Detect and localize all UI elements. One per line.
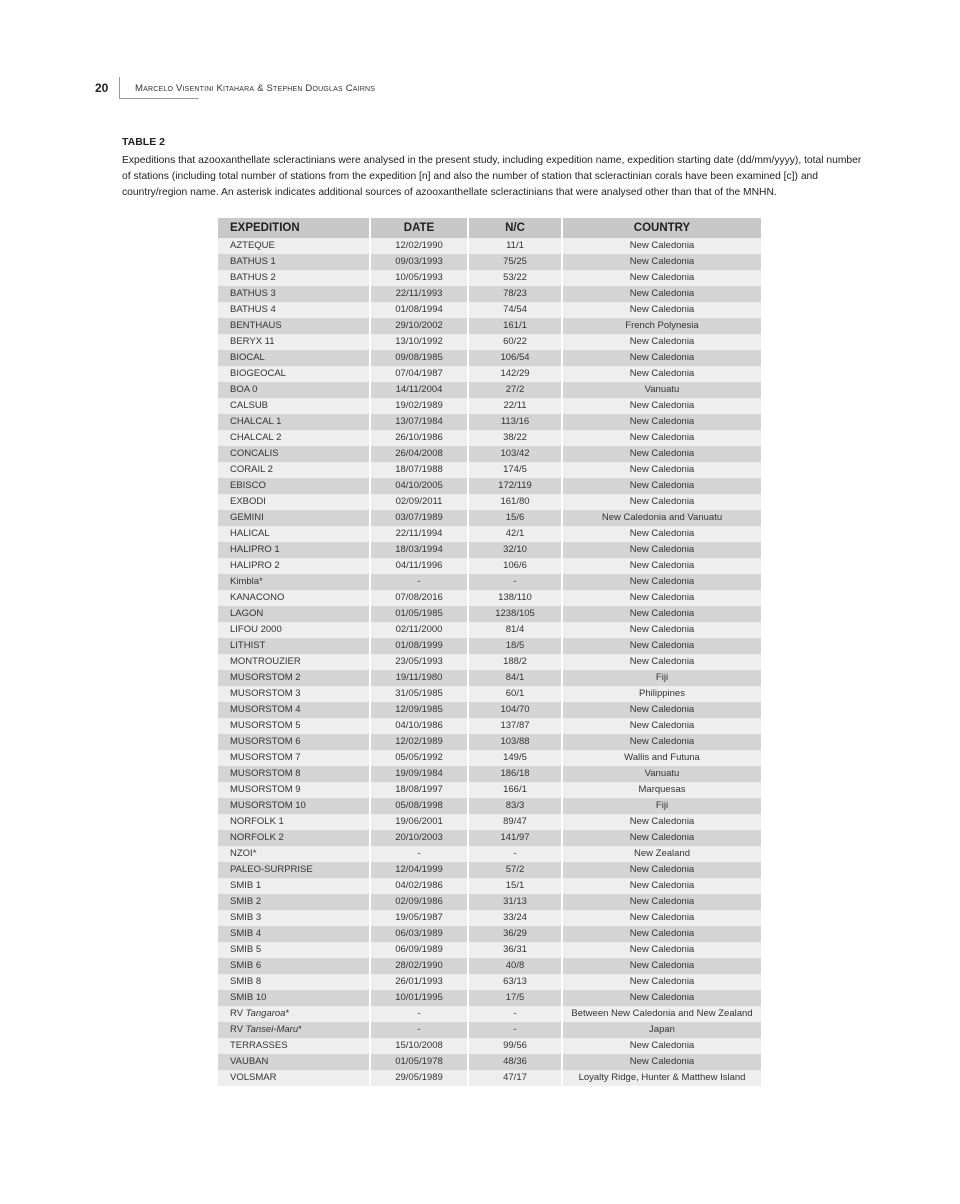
cell-nc: -	[468, 574, 562, 590]
cell-nc: 15/6	[468, 510, 562, 526]
cell-expedition: CHALCAL 1	[218, 414, 370, 430]
expedition-vessel-name: Tansei-Maru	[245, 1024, 299, 1035]
column-header-date: DATE	[370, 218, 468, 238]
cell-nc: 27/2	[468, 382, 562, 398]
cell-date: 02/09/1986	[370, 894, 468, 910]
cell-expedition: BATHUS 1	[218, 254, 370, 270]
expedition-prefix: RV	[230, 1008, 246, 1019]
cell-country: New Zealand	[562, 846, 761, 862]
table-row	[218, 462, 761, 478]
cell-country: New Caledonia	[562, 238, 761, 254]
cell-expedition: LAGON	[218, 606, 370, 622]
table-label: TABLE 2	[122, 136, 165, 148]
cell-expedition: MUSORSTOM 10	[218, 798, 370, 814]
cell-country: Fiji	[562, 798, 761, 814]
running-header	[95, 79, 375, 97]
table-row	[218, 318, 761, 334]
cell-date: 19/02/1989	[370, 398, 468, 414]
cell-country: Between New Caledonia and New Zealand	[562, 1006, 761, 1022]
cell-country: New Caledonia	[562, 558, 761, 574]
cell-date: 22/11/1993	[370, 286, 468, 302]
cell-nc: 32/10	[468, 542, 562, 558]
column-header-expedition: EXPEDITION	[218, 218, 370, 238]
cell-nc: 60/1	[468, 686, 562, 702]
cell-nc: 17/5	[468, 990, 562, 1006]
cell-nc: 83/3	[468, 798, 562, 814]
cell-date: 18/07/1988	[370, 462, 468, 478]
cell-date: 12/02/1989	[370, 734, 468, 750]
cell-nc: 22/11	[468, 398, 562, 414]
cell-date: 01/08/1999	[370, 638, 468, 654]
cell-expedition: SMIB 8	[218, 974, 370, 990]
cell-expedition: CHALCAL 2	[218, 430, 370, 446]
cell-country: New Caledonia	[562, 622, 761, 638]
table-row	[218, 606, 761, 622]
cell-expedition: HALICAL	[218, 526, 370, 542]
cell-country: New Caledonia	[562, 606, 761, 622]
cell-expedition: KANACONO	[218, 590, 370, 606]
table-row	[218, 862, 761, 878]
table-row	[218, 798, 761, 814]
cell-date: 04/02/1986	[370, 878, 468, 894]
table-row	[218, 718, 761, 734]
cell-date: 07/04/1987	[370, 366, 468, 382]
table-row	[218, 334, 761, 350]
cell-country: New Caledonia	[562, 894, 761, 910]
expedition-asterisk: *	[285, 1008, 290, 1019]
table-row	[218, 414, 761, 430]
table-row	[218, 734, 761, 750]
cell-country: New Caledonia	[562, 878, 761, 894]
cell-date: 18/08/1997	[370, 782, 468, 798]
cell-expedition: EXBODI	[218, 494, 370, 510]
cell-expedition: BATHUS 4	[218, 302, 370, 318]
cell-nc: -	[468, 846, 562, 862]
cell-expedition: Kimbla*	[218, 574, 370, 590]
cell-nc: 11/1	[468, 238, 562, 254]
cell-nc: 106/54	[468, 350, 562, 366]
table-body	[218, 238, 761, 1086]
table-row	[218, 702, 761, 718]
cell-country: Marquesas	[562, 782, 761, 798]
cell-date: 26/04/2008	[370, 446, 468, 462]
cell-nc: 53/22	[468, 270, 562, 286]
table-row	[218, 846, 761, 862]
cell-country: New Caledonia	[562, 574, 761, 590]
cell-date: 29/05/1989	[370, 1070, 468, 1086]
cell-country: New Caledonia	[562, 286, 761, 302]
cell-expedition: LITHIST	[218, 638, 370, 654]
cell-expedition	[218, 1006, 370, 1022]
cell-date: -	[370, 1006, 468, 1022]
cell-date: 13/10/1992	[370, 334, 468, 350]
cell-country: New Caledonia	[562, 814, 761, 830]
cell-country: New Caledonia	[562, 734, 761, 750]
cell-date: 10/05/1993	[370, 270, 468, 286]
cell-date: 19/11/1980	[370, 670, 468, 686]
cell-date: 19/05/1987	[370, 910, 468, 926]
table-row	[218, 654, 761, 670]
table-row	[218, 1006, 761, 1022]
cell-country: Philippines	[562, 686, 761, 702]
cell-country: New Caledonia	[562, 830, 761, 846]
cell-date: 12/02/1990	[370, 238, 468, 254]
cell-nc: 36/31	[468, 942, 562, 958]
cell-expedition: BATHUS 3	[218, 286, 370, 302]
cell-expedition: HALIPRO 2	[218, 558, 370, 574]
cell-date: 12/09/1985	[370, 702, 468, 718]
cell-date: 29/10/2002	[370, 318, 468, 334]
table-row	[218, 542, 761, 558]
cell-expedition: MUSORSTOM 7	[218, 750, 370, 766]
cell-date: 02/11/2000	[370, 622, 468, 638]
expedition-asterisk: *	[298, 1024, 302, 1035]
cell-date: 04/11/1996	[370, 558, 468, 574]
cell-expedition: MUSORSTOM 3	[218, 686, 370, 702]
cell-country: New Caledonia	[562, 942, 761, 958]
table-row	[218, 526, 761, 542]
cell-nc: 174/5	[468, 462, 562, 478]
cell-date: 13/07/1984	[370, 414, 468, 430]
cell-nc: 99/56	[468, 1038, 562, 1054]
cell-expedition: CONCALIS	[218, 446, 370, 462]
cell-date: 31/05/1985	[370, 686, 468, 702]
cell-nc: 48/36	[468, 1054, 562, 1070]
cell-date: 01/05/1985	[370, 606, 468, 622]
cell-expedition: NZOI*	[218, 846, 370, 862]
table-row	[218, 750, 761, 766]
cell-nc: 38/22	[468, 430, 562, 446]
expedition-vessel-name: Tangaroa	[245, 1008, 286, 1019]
cell-date: 20/10/2003	[370, 830, 468, 846]
cell-date: 14/11/2004	[370, 382, 468, 398]
cell-expedition: BATHUS 2	[218, 270, 370, 286]
table-row	[218, 686, 761, 702]
table-row	[218, 1038, 761, 1054]
cell-date: 26/01/1993	[370, 974, 468, 990]
cell-nc: 33/24	[468, 910, 562, 926]
cell-expedition: SMIB 5	[218, 942, 370, 958]
cell-country: New Caledonia	[562, 398, 761, 414]
table-row	[218, 1022, 761, 1038]
header-underline	[119, 98, 199, 99]
cell-date: 09/03/1993	[370, 254, 468, 270]
cell-date: 18/03/1994	[370, 542, 468, 558]
cell-date: 28/02/1990	[370, 958, 468, 974]
table-row	[218, 574, 761, 590]
cell-date: 01/05/1978	[370, 1054, 468, 1070]
cell-date: 19/09/1984	[370, 766, 468, 782]
cell-nc: 60/22	[468, 334, 562, 350]
cell-country: New Caledonia	[562, 1054, 761, 1070]
table-row	[218, 782, 761, 798]
cell-country: New Caledonia	[562, 350, 761, 366]
cell-country: New Caledonia	[562, 462, 761, 478]
cell-nc: -	[468, 1006, 562, 1022]
cell-date: 06/09/1989	[370, 942, 468, 958]
cell-nc: -	[468, 1022, 562, 1038]
cell-date: 06/03/1989	[370, 926, 468, 942]
cell-country: New Caledonia and Vanuatu	[562, 510, 761, 526]
cell-nc: 36/29	[468, 926, 562, 942]
page-number: 20	[95, 81, 109, 95]
cell-expedition: MUSORSTOM 8	[218, 766, 370, 782]
cell-country: New Caledonia	[562, 702, 761, 718]
cell-expedition: EBISCO	[218, 478, 370, 494]
cell-date: -	[370, 1022, 468, 1038]
cell-expedition: LIFOU 2000	[218, 622, 370, 638]
cell-country: New Caledonia	[562, 526, 761, 542]
cell-date: -	[370, 846, 468, 862]
cell-date: -	[370, 574, 468, 590]
cell-expedition: BENTHAUS	[218, 318, 370, 334]
cell-nc: 137/87	[468, 718, 562, 734]
cell-nc: 89/47	[468, 814, 562, 830]
table-row	[218, 478, 761, 494]
cell-country: New Caledonia	[562, 430, 761, 446]
cell-country: New Caledonia	[562, 446, 761, 462]
cell-country: New Caledonia	[562, 270, 761, 286]
cell-nc: 142/29	[468, 366, 562, 382]
cell-nc: 81/4	[468, 622, 562, 638]
table-row	[218, 990, 761, 1006]
cell-country: New Caledonia	[562, 974, 761, 990]
cell-nc: 74/54	[468, 302, 562, 318]
cell-expedition: MUSORSTOM 9	[218, 782, 370, 798]
cell-expedition: AZTEQUE	[218, 238, 370, 254]
cell-date: 07/08/2016	[370, 590, 468, 606]
table-row	[218, 974, 761, 990]
cell-nc: 186/18	[468, 766, 562, 782]
cell-nc: 84/1	[468, 670, 562, 686]
cell-country: New Caledonia	[562, 302, 761, 318]
table-row	[218, 238, 761, 254]
cell-nc: 104/70	[468, 702, 562, 718]
cell-expedition: SMIB 6	[218, 958, 370, 974]
cell-expedition: CORAIL 2	[218, 462, 370, 478]
cell-expedition: MUSORSTOM 6	[218, 734, 370, 750]
cell-expedition: TERRASSES	[218, 1038, 370, 1054]
cell-country: Vanuatu	[562, 766, 761, 782]
running-header-authors: Marcelo Visentini Kitahara & Stephen Douglas Cairns	[135, 82, 376, 94]
table-row	[218, 590, 761, 606]
cell-expedition: CALSUB	[218, 398, 370, 414]
table-row	[218, 766, 761, 782]
table-row	[218, 366, 761, 382]
cell-country: New Caledonia	[562, 654, 761, 670]
table-row	[218, 1054, 761, 1070]
cell-nc: 106/6	[468, 558, 562, 574]
table-row	[218, 1070, 761, 1086]
expeditions-table	[218, 218, 761, 1086]
table-row	[218, 382, 761, 398]
cell-date: 01/08/1994	[370, 302, 468, 318]
table-row	[218, 398, 761, 414]
cell-country: French Polynesia	[562, 318, 761, 334]
cell-date: 12/04/1999	[370, 862, 468, 878]
cell-country: Vanuatu	[562, 382, 761, 398]
cell-expedition: NORFOLK 2	[218, 830, 370, 846]
cell-date: 02/09/2011	[370, 494, 468, 510]
table-row	[218, 446, 761, 462]
cell-date: 04/10/2005	[370, 478, 468, 494]
cell-date: 23/05/1993	[370, 654, 468, 670]
cell-expedition: NORFOLK 1	[218, 814, 370, 830]
cell-nc: 31/13	[468, 894, 562, 910]
cell-expedition: GEMINI	[218, 510, 370, 526]
cell-country: New Caledonia	[562, 366, 761, 382]
cell-nc: 103/42	[468, 446, 562, 462]
cell-nc: 40/8	[468, 958, 562, 974]
cell-date: 09/08/1985	[370, 350, 468, 366]
column-header-nc: N/C	[468, 218, 562, 238]
table-row	[218, 430, 761, 446]
cell-date: 05/05/1992	[370, 750, 468, 766]
table-row	[218, 286, 761, 302]
cell-nc: 138/110	[468, 590, 562, 606]
cell-date: 26/10/1986	[370, 430, 468, 446]
table-row	[218, 926, 761, 942]
table-row	[218, 622, 761, 638]
cell-country: New Caledonia	[562, 494, 761, 510]
cell-country: New Caledonia	[562, 910, 761, 926]
cell-country: Fiji	[562, 670, 761, 686]
cell-date: 05/08/1998	[370, 798, 468, 814]
cell-expedition: VAUBAN	[218, 1054, 370, 1070]
cell-country: Japan	[562, 1022, 761, 1038]
cell-country: New Caledonia	[562, 590, 761, 606]
cell-country: New Caledonia	[562, 1038, 761, 1054]
cell-date: 15/10/2008	[370, 1038, 468, 1054]
cell-nc: 47/17	[468, 1070, 562, 1086]
table-row	[218, 878, 761, 894]
cell-date: 22/11/1994	[370, 526, 468, 542]
table-row	[218, 510, 761, 526]
cell-expedition: VOLSMAR	[218, 1070, 370, 1086]
cell-nc: 18/5	[468, 638, 562, 654]
cell-date: 19/06/2001	[370, 814, 468, 830]
cell-nc: 63/13	[468, 974, 562, 990]
table-caption: Expeditions that azooxanthellate scleractinians were analysed in the present study, including expedition name, expedition starting date (dd/mm/yyyy), total number of stations (including total number of stations from the expedition [n] and also the number of station that scleractinian corals have been examined [c]) and country/region name. An asterisk indicates additional sources of azooxanthellate scleractinians that were analysed other than that of the MNHN.	[122, 155, 862, 198]
cell-nc: 161/1	[468, 318, 562, 334]
cell-date: 04/10/1986	[370, 718, 468, 734]
cell-nc: 57/2	[468, 862, 562, 878]
cell-expedition: BIOGEOCAL	[218, 366, 370, 382]
cell-country: Loyalty Ridge, Hunter & Matthew Island	[562, 1070, 761, 1086]
cell-country: New Caledonia	[562, 718, 761, 734]
table-row	[218, 558, 761, 574]
table-header-row	[218, 218, 761, 238]
cell-country: New Caledonia	[562, 958, 761, 974]
table-row	[218, 830, 761, 846]
cell-expedition: BERYX 11	[218, 334, 370, 350]
cell-nc: 78/23	[468, 286, 562, 302]
cell-expedition: MUSORSTOM 2	[218, 670, 370, 686]
cell-country: New Caledonia	[562, 478, 761, 494]
cell-expedition: MONTROUZIER	[218, 654, 370, 670]
cell-country: New Caledonia	[562, 862, 761, 878]
table-row	[218, 910, 761, 926]
table-row	[218, 254, 761, 270]
cell-expedition: MUSORSTOM 4	[218, 702, 370, 718]
header-divider	[119, 77, 120, 99]
cell-country: New Caledonia	[562, 254, 761, 270]
cell-expedition: PALEO-SURPRISE	[218, 862, 370, 878]
cell-nc: 172/119	[468, 478, 562, 494]
cell-country: New Caledonia	[562, 414, 761, 430]
cell-nc: 113/16	[468, 414, 562, 430]
cell-expedition: BIOCAL	[218, 350, 370, 366]
cell-expedition: MUSORSTOM 5	[218, 718, 370, 734]
table-row	[218, 270, 761, 286]
cell-nc: 75/25	[468, 254, 562, 270]
cell-country: New Caledonia	[562, 542, 761, 558]
cell-expedition: BOA 0	[218, 382, 370, 398]
cell-expedition	[218, 1022, 370, 1038]
table-row	[218, 302, 761, 318]
cell-nc: 1238/105	[468, 606, 562, 622]
cell-nc: 161/80	[468, 494, 562, 510]
cell-nc: 103/88	[468, 734, 562, 750]
cell-expedition: SMIB 4	[218, 926, 370, 942]
table-row	[218, 814, 761, 830]
table-row	[218, 494, 761, 510]
cell-nc: 15/1	[468, 878, 562, 894]
cell-date: 10/01/1995	[370, 990, 468, 1006]
cell-expedition: SMIB 2	[218, 894, 370, 910]
table-row	[218, 670, 761, 686]
table-row	[218, 942, 761, 958]
cell-nc: 149/5	[468, 750, 562, 766]
column-header-country: COUNTRY	[562, 218, 761, 238]
table-row	[218, 894, 761, 910]
cell-nc: 141/97	[468, 830, 562, 846]
cell-expedition: SMIB 1	[218, 878, 370, 894]
cell-country: New Caledonia	[562, 334, 761, 350]
cell-country: New Caledonia	[562, 926, 761, 942]
cell-expedition: HALIPRO 1	[218, 542, 370, 558]
expedition-prefix: RV	[230, 1024, 246, 1035]
cell-date: 03/07/1989	[370, 510, 468, 526]
cell-nc: 42/1	[468, 526, 562, 542]
table-row	[218, 638, 761, 654]
cell-expedition: SMIB 3	[218, 910, 370, 926]
cell-country: Wallis and Futuna	[562, 750, 761, 766]
table-row	[218, 958, 761, 974]
cell-expedition: SMIB 10	[218, 990, 370, 1006]
cell-country: New Caledonia	[562, 990, 761, 1006]
cell-nc: 166/1	[468, 782, 562, 798]
cell-country: New Caledonia	[562, 638, 761, 654]
table-row	[218, 350, 761, 366]
cell-nc: 188/2	[468, 654, 562, 670]
